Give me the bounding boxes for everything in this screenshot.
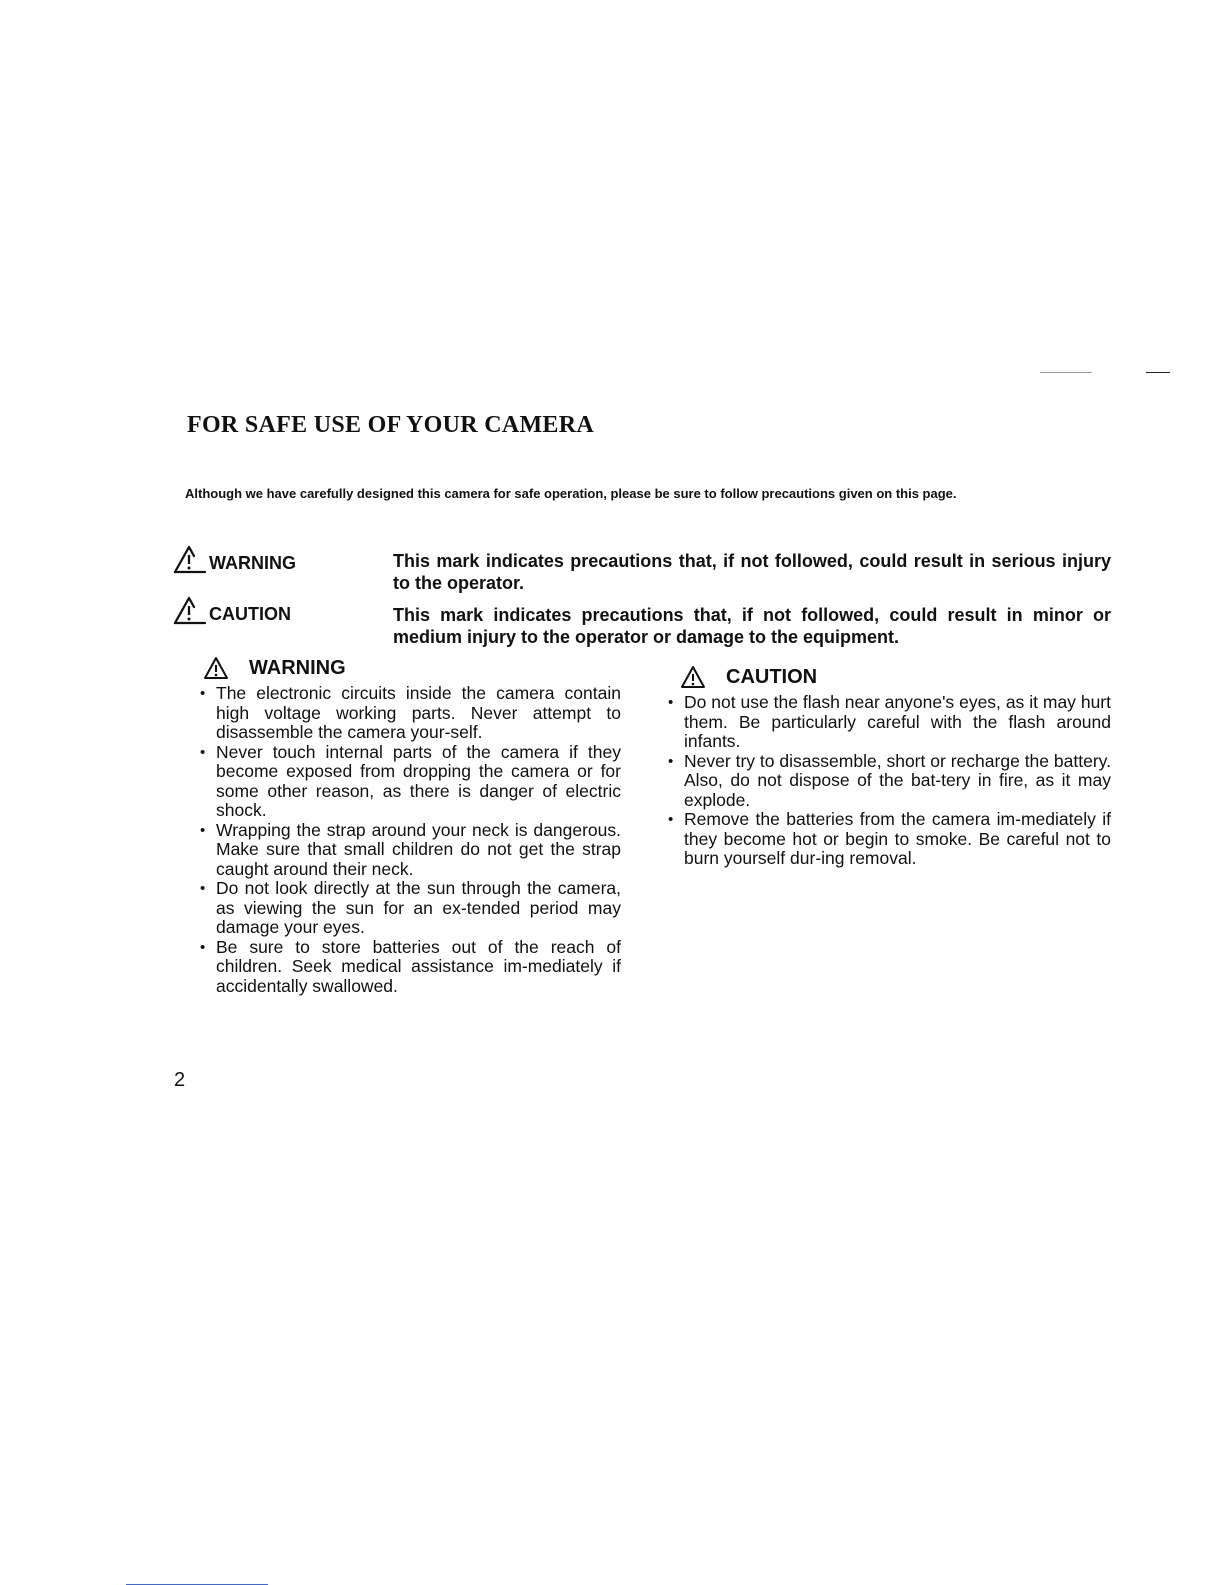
list-item: • Never try to disassemble, short or recharge the battery. Also, do not dispose of the bat-tery in fire, as it may explode. [668, 752, 1111, 811]
page-number: 2 [174, 1069, 186, 1091]
caution-list [668, 693, 1111, 869]
warning-list [200, 684, 621, 996]
legend-caution-text: CAUTION [209, 604, 291, 624]
page-title: FOR SAFE USE OF YOUR CAMERA [187, 412, 594, 438]
intro-text: Although we have carefully designed this camera for safe operation, please be sure to follow precautions given on this page. [185, 486, 957, 501]
warning-triangle-icon [172, 544, 208, 574]
scan-mark-faint [1040, 372, 1092, 373]
list-item: • Never touch internal parts of the camera if they become exposed from dropping the camera or for some other reason, as there is danger of electric shock. [200, 743, 621, 821]
legend-caution-label [172, 595, 291, 625]
legend-warning-description: This mark indicates precautions that, if not followed, could result in serious injury to the operator. [393, 551, 1111, 593]
warning-triangle-icon [172, 595, 208, 625]
list-item: • The electronic circuits inside the camera contain high voltage working parts. Never attempt to disassemble the camera your-self. [200, 684, 621, 743]
legend-warning-label [172, 544, 296, 574]
list-item: • Do not look directly at the sun through the camera, as viewing the sun for an ex-tended period may damage your eyes. [200, 879, 621, 938]
list-item: • Wrapping the strap around your neck is dangerous. Make sure that small children do not get the strap caught around their neck. [200, 821, 621, 880]
caution-section-title: CAUTION [726, 665, 818, 688]
warning-section-title: WARNING [249, 656, 346, 679]
warning-triangle-icon [203, 656, 229, 680]
list-item: • Do not use the flash near anyone's eyes, as it may hurt them. Be particularly careful with the flash around infants. [668, 693, 1111, 752]
list-item: • Remove the batteries from the camera im-mediately if they become hot or begin to smoke. Be careful not to burn yourself dur-ing removal. [668, 810, 1111, 869]
warning-triangle-icon [680, 665, 706, 689]
legend-warning-text: WARNING [209, 553, 296, 573]
warning-section-heading [203, 656, 346, 680]
caution-section-heading [680, 665, 817, 689]
list-item: • Be sure to store batteries out of the reach of children. Seek medical assistance im-mediately if accidentally swallowed. [200, 938, 621, 997]
scan-mark [1146, 372, 1170, 373]
legend-caution-description: This mark indicates precautions that, if not followed, could result in minor or medium injury to the operator or damage to the equipment. [393, 605, 1111, 647]
